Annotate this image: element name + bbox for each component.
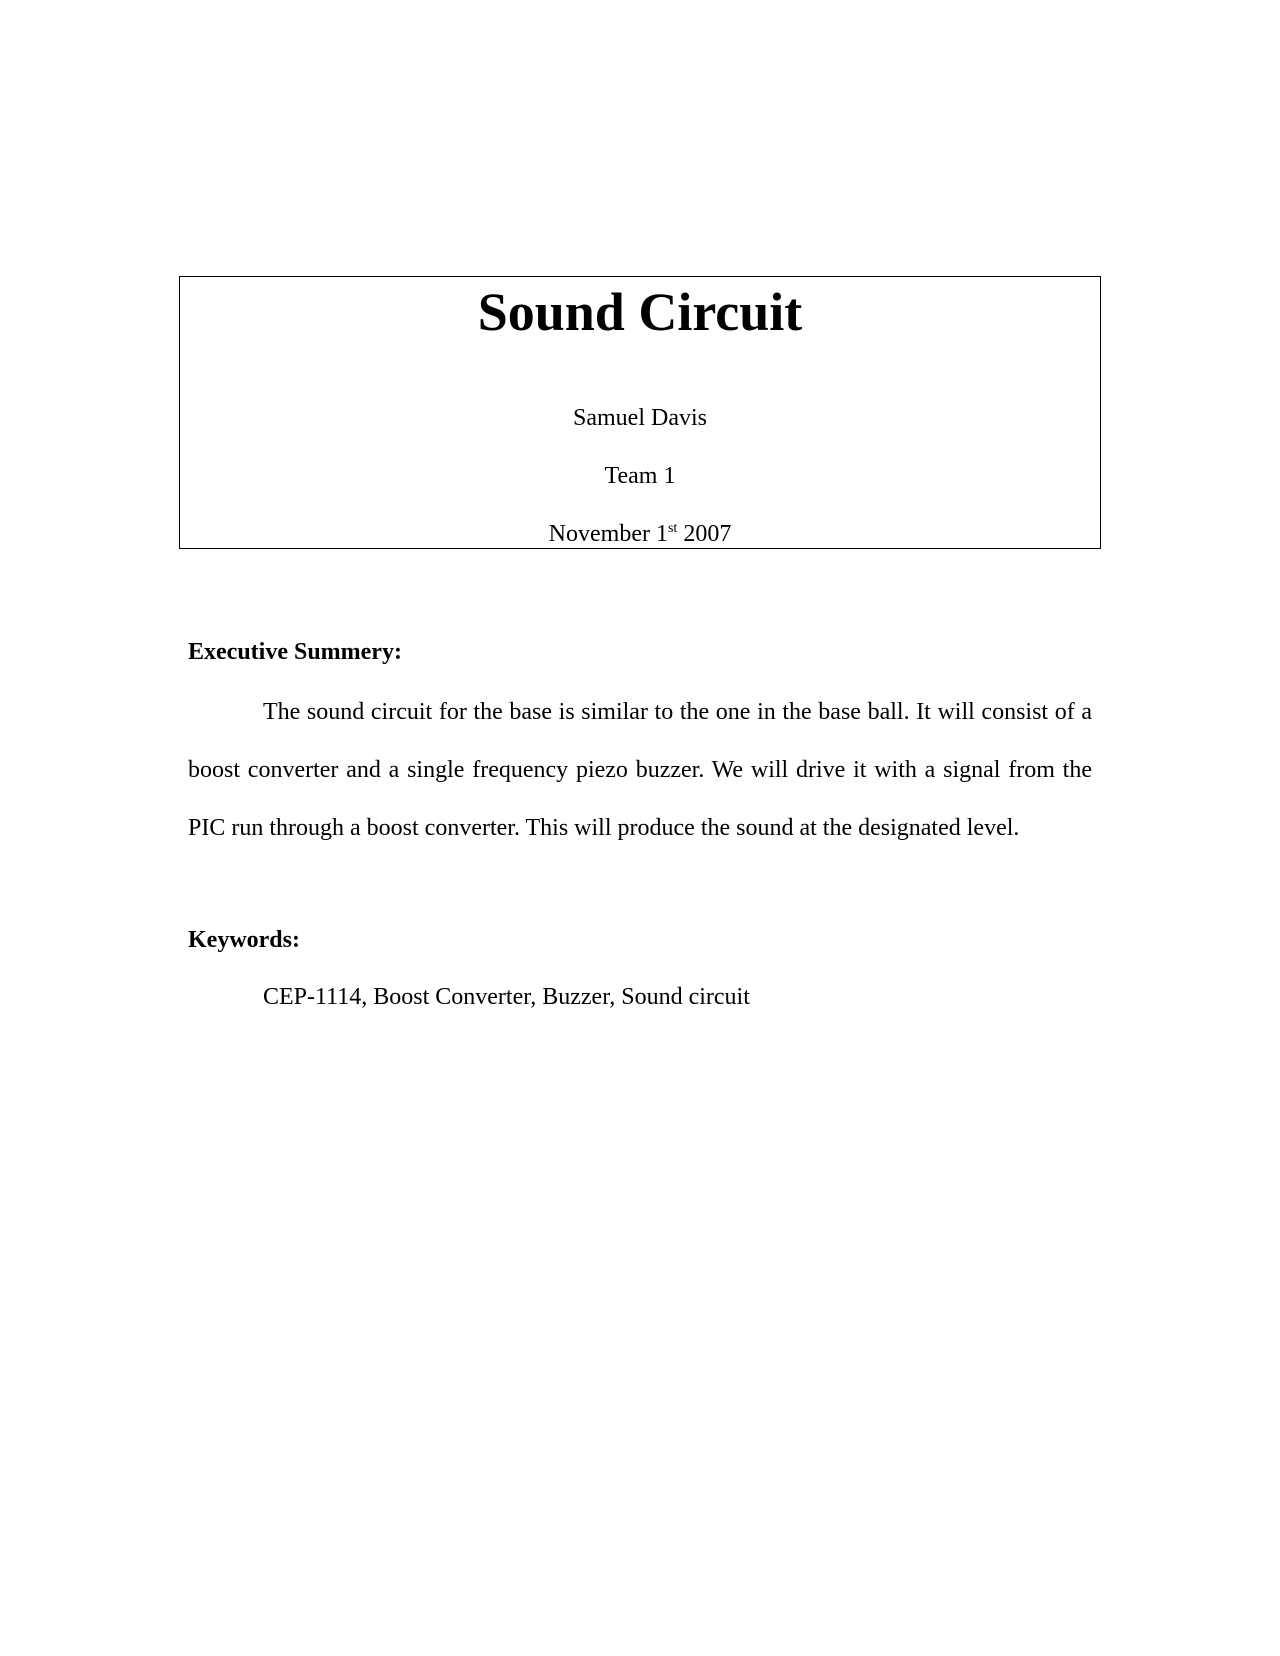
- executive-summary-heading: Executive Summery:: [188, 639, 402, 665]
- team-name: Team 1: [604, 463, 676, 489]
- keywords-list: CEP-1114, Boost Converter, Buzzer, Sound circuit: [263, 984, 750, 1010]
- date-day: November 1: [548, 521, 668, 547]
- author-name: Samuel Davis: [573, 405, 707, 431]
- document-title: Sound Circuit: [477, 282, 803, 342]
- title-block: [179, 276, 1101, 549]
- date-ordinal-suffix: st: [667, 521, 678, 536]
- date-year: 2007: [683, 521, 732, 547]
- keywords-heading: Keywords:: [188, 927, 300, 953]
- executive-summary-body: The sound circuit for the base is similar to the one in the base ball. It will consist of a boost converter and a single frequency piezo buzzer. We will drive it with a signal from the PIC run through a boost converter. This will produce the sound at the designated level.: [188, 699, 1092, 841]
- document-date: [180, 520, 1100, 549]
